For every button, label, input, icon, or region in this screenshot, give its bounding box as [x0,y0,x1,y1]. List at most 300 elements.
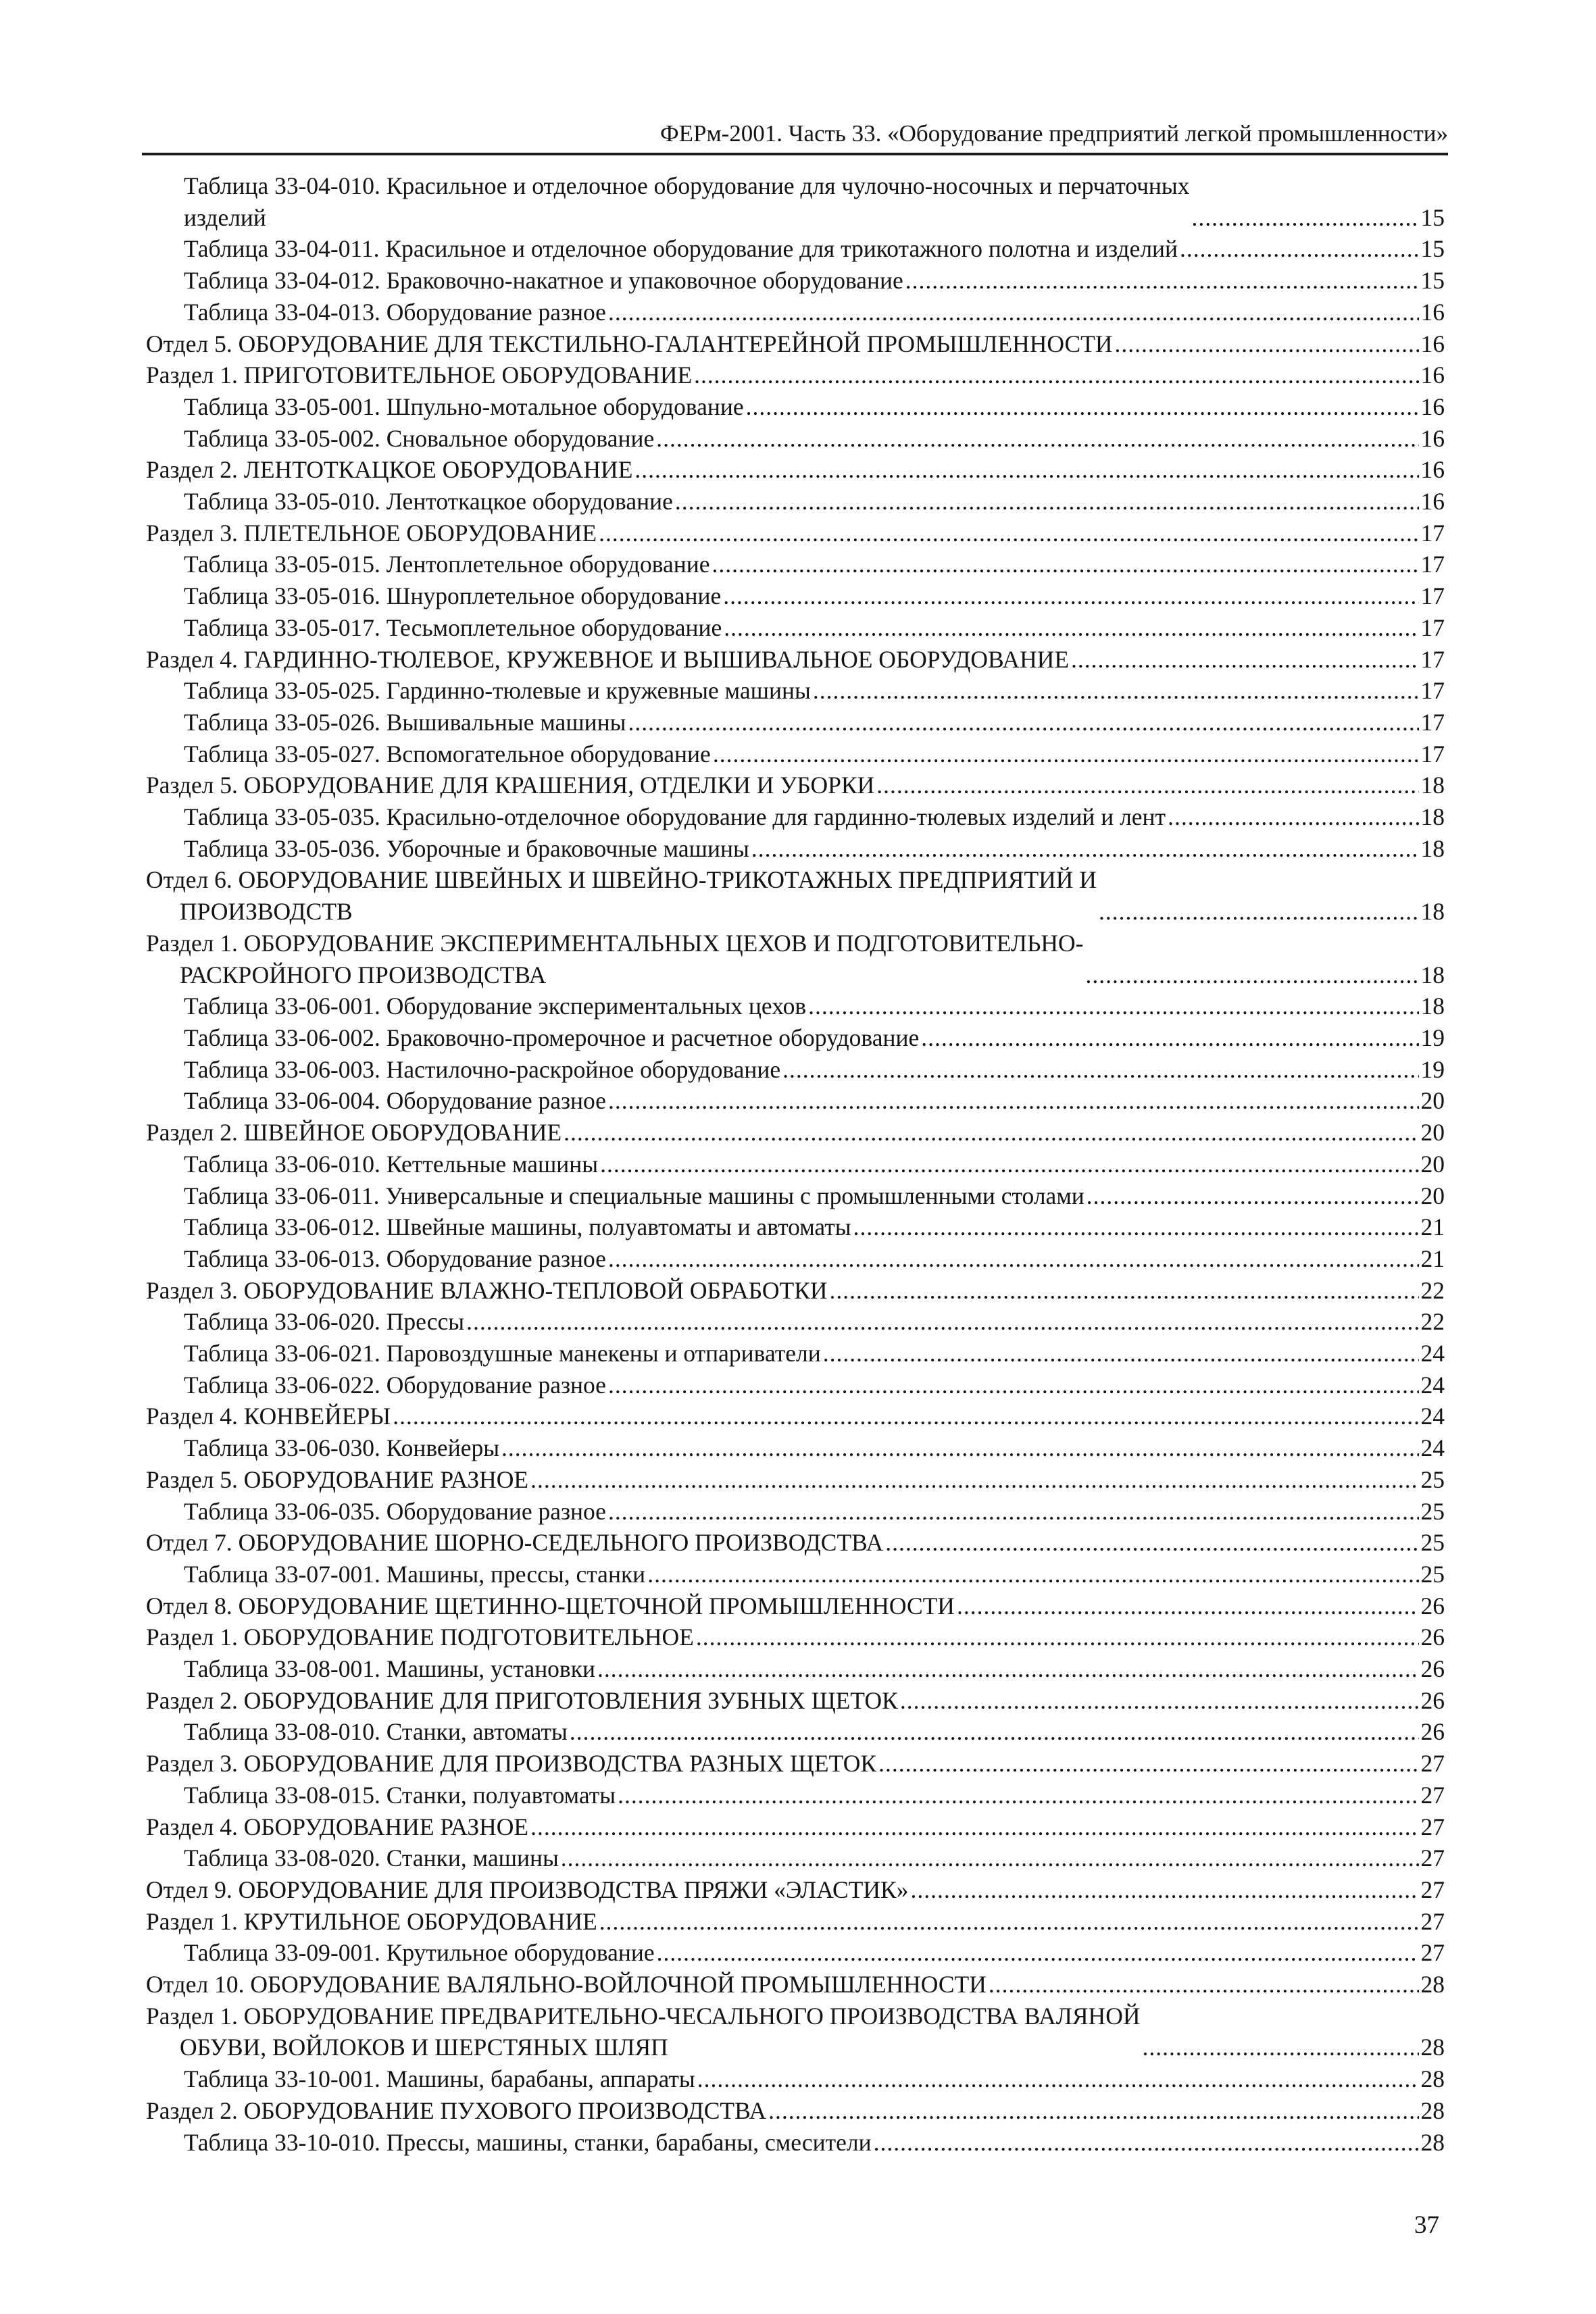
toc-page-number: 17 [1420,519,1445,547]
toc-dot-leader [885,1527,1418,1559]
toc-dot-leader [600,1149,1418,1180]
toc-page-number: 28 [1420,2096,1445,2124]
toc-table-entry [146,1211,1445,1243]
toc-entry-title-line: Раздел 4. ОБОРУДОВАНИЕ РАЗНОЕ [146,1813,529,1840]
toc-entry-title-line: ПРОИЗВОДСТВ [180,898,353,926]
toc-entry-title-line: Таблица 33-05-010. Лентоткацкое оборудование [184,488,673,515]
toc-table-entry [146,1243,1445,1275]
toc-entry-title-line: изделий [184,203,266,231]
toc-table-entry [146,612,1445,644]
toc-entry-title [184,1054,780,1086]
toc-dot-leader [561,1842,1419,1874]
toc-dot-leader [1099,896,1419,928]
toc-section-entry [146,1685,1445,1717]
toc-table-entry [146,423,1445,455]
toc-page-number: 18 [1420,898,1445,926]
toc-dot-leader [1085,959,1418,991]
toc-dot-leader [723,580,1418,612]
toc-page-number: 20 [1420,1119,1445,1147]
toc-entry-title-line: Таблица 33-05-025. Гардинно-тюлевые и кружевные машины [184,677,811,705]
toc-table-entry [146,1780,1445,1811]
toc-page-number: 16 [1420,361,1445,389]
toc-dot-leader [608,297,1419,328]
toc-dot-leader [656,423,1418,455]
toc-entry-title-line: Раздел 3. ПЛЕТЕЛЬНОЕ ОБОРУДОВАНИЕ [146,519,597,547]
toc-entry-title-line: Таблица 33-09-001. Крутильное оборудование [184,1939,655,1967]
toc-table-entry [146,1937,1445,1969]
toc-entry-title [146,864,1097,927]
toc-section-entry [146,928,1445,990]
toc-dot-leader [608,1496,1419,1528]
toc-dot-leader [530,1464,1418,1496]
toc-dot-leader [1115,328,1419,360]
toc-section-entry [146,1275,1445,1307]
toc-entry-title [146,454,632,486]
toc-dot-leader [808,990,1418,1022]
toc-page-number: 24 [1420,1434,1445,1462]
toc-entry-title [184,1559,645,1590]
toc-table-entry [146,1180,1445,1212]
toc-dot-leader [501,1432,1418,1464]
toc-table-entry [146,738,1445,770]
toc-entry-title [146,1464,528,1496]
toc-entry-title-line: Раздел 3. ОБОРУДОВАНИЕ ДЛЯ ПРОИЗВОДСТВА РАЗНЫХ ЩЕТОК [146,1750,877,1778]
toc-dot-leader [608,1085,1419,1117]
toc-dot-leader [618,1780,1418,1811]
toc-entry-title [146,1811,528,1843]
toc-dot-leader [782,1054,1418,1086]
toc-page-number: 24 [1420,1403,1445,1430]
toc-dot-leader [608,1369,1419,1401]
toc-entry-title-line: Отдел 7. ОБОРУДОВАНИЕ ШОРНО-СЕДЕЛЬНОГО ПРОИЗВОДСТВА [146,1529,884,1557]
toc-table-entry [146,1369,1445,1401]
toc-table-entry [146,580,1445,612]
toc-page-number: 27 [1420,1907,1445,1935]
toc-section-entry [146,1811,1445,1843]
toc-entry-title [184,1243,606,1275]
toc-table-entry [146,1716,1445,1748]
toc-entry-title [184,612,722,644]
toc-entry-title-line: Таблица 33-06-013. Оборудование разное [184,1244,606,1272]
toc-page-number: 25 [1420,1497,1445,1525]
toc-entry-title [184,1085,606,1117]
toc-entry-title-line: Таблица 33-06-020. Прессы [184,1308,465,1336]
toc-entry-title-line: Таблица 33-08-020. Станки, машины [184,1844,559,1872]
toc-section-entry [146,1748,1445,1780]
toc-entry-title [146,1748,876,1780]
toc-dot-leader [921,1022,1418,1054]
toc-table-entry [146,1085,1445,1117]
toc-section-entry [146,518,1445,549]
toc-entry-title [146,359,692,391]
toc-entry-title [184,1338,821,1369]
toc-entry-title [146,1590,955,1622]
toc-page-number: 18 [1420,992,1445,1020]
toc-section-entry [146,644,1445,676]
toc-section-entry [146,1401,1445,1432]
toc-entry-title-line: Раздел 1. ПРИГОТОВИТЕЛЬНОЕ ОБОРУДОВАНИЕ [146,361,693,389]
toc-table-entry [146,391,1445,423]
toc-page-number: 17 [1420,677,1445,705]
toc-page-number: 26 [1420,1655,1445,1683]
toc-entry-title [146,328,1113,360]
toc-entry-title [184,1022,919,1054]
toc-table-entry [146,549,1445,580]
toc-entry-title-line: Таблица 33-06-002. Браковочно-промерочное и расчетное оборудование [184,1024,920,1051]
toc-section-entry [146,1590,1445,1622]
toc-entry-title-line: Таблица 33-05-026. Вышивальные машины [184,708,626,736]
toc-table-entry [146,170,1445,233]
toc-page-number: 16 [1420,456,1445,484]
toc-section-entry [146,2095,1445,2127]
toc-entry-title [184,1211,851,1243]
toc-page-number: 26 [1420,1686,1445,1714]
toc-section-entry [146,1906,1445,1938]
toc-dot-leader [1180,233,1418,265]
toc-entry-title-line: Таблица 33-05-027. Вспомогательное оборудование [184,740,711,768]
toc-dot-leader [830,1275,1419,1307]
toc-page-number: 20 [1420,1182,1445,1209]
page-number: 37 [1414,2211,1439,2239]
toc-page-number: 22 [1420,1308,1445,1336]
toc-entry-title-line: Раздел 2. ОБОРУДОВАНИЕ ПУХОВОГО ПРОИЗВОДСТВА [146,2096,767,2124]
toc-dot-leader [570,1716,1419,1748]
toc-dot-leader [878,1748,1418,1780]
toc-page-number: 25 [1420,1560,1445,1588]
toc-dot-leader [905,265,1419,297]
toc-page-number: 25 [1420,1465,1445,1493]
toc-table-entry [146,2063,1445,2095]
toc-page-number: 17 [1420,645,1445,673]
toc-table-entry [146,1496,1445,1528]
toc-page-number: 18 [1420,772,1445,799]
toc-entry-title [184,990,806,1022]
toc-page-number: 27 [1420,1781,1445,1809]
toc-entry-title-line: ОБУВИ, ВОЙЛОКОВ И ШЕРСТЯНЫХ ШЛЯП [180,2034,668,2061]
toc-dot-leader [746,391,1419,423]
toc-entry-title-line: Отдел 8. ОБОРУДОВАНИЕ ЩЕТИННО-ЩЕТОЧНОЙ ПРОМЫШЛЕННОСТИ [146,1592,955,1619]
toc-entry-title [184,1653,595,1685]
toc-section-entry [146,864,1445,927]
toc-section-entry [146,1621,1445,1653]
toc-entry-title-line: Таблица 33-04-013. Оборудование разное [184,298,606,326]
toc-dot-leader [724,612,1418,644]
toc-entry-title-line: Таблица 33-05-001. Шпульно-мотальное оборудование [184,393,744,420]
toc-table-entry [146,801,1445,833]
toc-entry-title-line: Таблица 33-05-002. Сновальное оборудование [184,424,655,452]
toc-entry-title [146,1275,828,1307]
toc-page-number: 17 [1420,740,1445,768]
toc-dot-leader [697,2063,1419,2095]
toc-dot-leader [813,675,1419,707]
toc-page-number: 16 [1420,393,1445,420]
toc-entry-title-line: Раздел 4. КОНВЕЙЕРЫ [146,1403,391,1430]
toc-section-entry [146,1117,1445,1149]
toc-page-number: 16 [1420,298,1445,326]
toc-page-number: 18 [1420,834,1445,862]
toc-table-entry [146,2127,1445,2159]
toc-entry-title [184,833,749,865]
toc-entry-title-line: Таблица 33-08-001. Машины, установки [184,1655,595,1683]
toc-section-entry [146,1464,1445,1496]
toc-entry-title-line: Таблица 33-10-010. Прессы, машины, станки, барабаны, смесители [184,2128,872,2156]
toc-section-entry [146,2001,1445,2063]
toc-dot-leader [608,1243,1419,1275]
toc-entry-title-line: Таблица 33-10-001. Машины, барабаны, аппараты [184,2065,695,2093]
toc-page-number: 18 [1420,961,1445,988]
toc-dot-leader [694,359,1418,391]
toc-table-entry [146,1432,1445,1464]
toc-dot-leader [393,1401,1418,1432]
toc-dot-leader [599,1906,1419,1938]
toc-page-number: 17 [1420,582,1445,610]
toc-entry-title [184,2063,695,2095]
toc-dot-leader [1087,1180,1419,1212]
toc-dot-leader [989,1969,1419,2001]
toc-entry-title-line: Раздел 5. ОБОРУДОВАНИЕ ДЛЯ КРАШЕНИЯ, ОТДЕЛКИ И УБОРКИ [146,772,875,799]
toc-page-number: 27 [1420,1844,1445,1872]
toc-entry-title-line: Таблица 33-05-017. Тесьмоплетельное оборудование [184,613,722,641]
toc-entry-title-line: Раздел 1. КРУТИЛЬНОЕ ОБОРУДОВАНИЕ [146,1907,597,1935]
toc-entry-title [146,1621,694,1653]
toc-entry-title-line: Таблица 33-05-015. Лентоплетельное оборудование [184,551,710,578]
toc-table-entry [146,486,1445,518]
toc-page-number: 22 [1420,1276,1445,1304]
toc-entry-title [184,1496,606,1528]
toc-table-entry [146,833,1445,865]
toc-dot-leader [751,833,1419,865]
toc-entry-title-line: Отдел 6. ОБОРУДОВАНИЕ ШВЕЙНЫХ И ШВЕЙНО-ТРИКОТАЖНЫХ ПРЕДПРИЯТИЙ И [146,866,1097,894]
toc-dot-leader [466,1306,1418,1338]
toc-page-number: 15 [1420,267,1445,295]
toc-entry-title [184,1369,606,1401]
toc-entry-title [184,549,710,580]
toc-entry-title-line: Таблица 33-06-011. Универсальные и специальные машины с промышленными столами [184,1182,1084,1209]
toc-entry-title-line: Раздел 5. ОБОРУДОВАНИЕ РАЗНОЕ [146,1465,529,1493]
toc-entry-title [184,170,1190,233]
toc-entry-title-line: Раздел 1. ОБОРУДОВАНИЕ ПОДГОТОВИТЕЛЬНОЕ [146,1624,694,1651]
header-divider [142,153,1448,155]
toc-entry-title [184,2127,872,2159]
running-header: ФЕРм-2001. Часть 33. «Оборудование предприятий легкой промышленности» [659,120,1448,147]
toc-dot-leader [657,1937,1419,1969]
toc-dot-leader [675,486,1419,518]
toc-table-entry [146,265,1445,297]
toc-entry-title-line: Таблица 33-06-004. Оборудование разное [184,1087,606,1115]
toc-section-entry [146,1527,1445,1559]
toc-page-number: 21 [1420,1244,1445,1272]
toc-entry-title [184,580,721,612]
toc-entry-title-line: Таблица 33-06-010. Кеттельные машины [184,1150,599,1178]
toc-entry-title-line: Таблица 33-04-011. Красильное и отделочное оборудование для трикотажного полотна и изделий [184,235,1178,263]
toc-dot-leader [712,549,1419,580]
toc-entry-title [146,1401,391,1432]
toc-entry-title-line: Таблица 33-08-015. Станки, полуавтоматы [184,1781,616,1809]
toc-table-entry [146,990,1445,1022]
toc-dot-leader [647,1559,1418,1590]
toc-entry-title [184,1842,559,1874]
toc-section-entry [146,1874,1445,1906]
toc-dot-leader [876,770,1418,801]
toc-entry-title-line: Таблица 33-07-001. Машины, прессы, станки [184,1560,646,1588]
toc-page-number: 17 [1420,708,1445,736]
toc-entry-title [184,738,711,770]
toc-entry-title-line: Таблица 33-08-010. Станки, автоматы [184,1718,568,1746]
toc-page-number: 26 [1420,1624,1445,1651]
toc-table-entry [146,1022,1445,1054]
toc-page-number: 25 [1420,1529,1445,1557]
toc-page-number: 27 [1420,1750,1445,1778]
toc-page-number: 16 [1420,424,1445,452]
toc-table-entry [146,1653,1445,1685]
toc-entry-title-line: Раздел 2. ЛЕНТОТКАЦКОЕ ОБОРУДОВАНИЕ [146,456,633,484]
toc-entry-title [146,928,1083,990]
toc-page-number: 18 [1420,803,1445,831]
toc-entry-title [184,233,1178,265]
toc-entry-title [184,1180,1084,1212]
toc-table-entry [146,233,1445,265]
toc-dot-leader [910,1874,1418,1906]
toc-entry-title-line: Таблица 33-06-012. Швейные машины, полуавтоматы и автоматы [184,1213,851,1241]
toc-dot-leader [713,738,1419,770]
toc-table-entry [146,675,1445,707]
toc-entry-title-line: Таблица 33-06-001. Оборудование экспериментальных цехов [184,992,807,1020]
toc-entry-title [184,297,606,328]
toc-entry-title-line: Таблица 33-06-030. Конвейеры [184,1434,500,1462]
toc-entry-title [184,1306,464,1338]
toc-table-entry [146,707,1445,738]
toc-dot-leader [823,1338,1419,1369]
toc-page-number: 19 [1420,1024,1445,1051]
toc-entry-title [184,801,1166,833]
toc-dot-leader [564,1117,1418,1149]
toc-table-entry [146,1338,1445,1369]
toc-page-number: 28 [1420,1971,1445,1998]
toc-entry-title-line: Отдел 9. ОБОРУДОВАНИЕ ДЛЯ ПРОИЗВОДСТВА ПРЯЖИ «ЭЛАСТИК» [146,1876,909,1903]
toc-dot-leader [853,1211,1419,1243]
toc-page-number: 20 [1420,1150,1445,1178]
toc-page-number: 27 [1420,1939,1445,1967]
toc-entry-title-line: Таблица 33-05-016. Шнуроплетельное оборудование [184,582,722,610]
toc-section-entry [146,454,1445,486]
toc-page-number: 27 [1420,1813,1445,1840]
toc-entry-title-line: Таблица 33-06-003. Настилочно-раскройное оборудование [184,1055,781,1083]
toc-page-number: 24 [1420,1371,1445,1399]
toc-page-number: 24 [1420,1340,1445,1367]
toc-entry-title [146,1117,562,1149]
toc-entry-title [184,1716,568,1748]
toc-entry-title [146,1969,987,2001]
toc-entry-title-line: Отдел 10. ОБОРУДОВАНИЕ ВАЛЯЛЬНО-ВОЙЛОЧНОЙ ПРОМЫШЛЕННОСТИ [146,1971,987,1998]
toc-entry-title [184,486,673,518]
toc-entry-title-line: Раздел 1. ОБОРУДОВАНИЕ ПРЕДВАРИТЕЛЬНО-ЧЕСАЛЬНОГО ПРОИЗВОДСТВА ВАЛЯНОЙ [146,2002,1141,2030]
toc-page-number: 15 [1420,235,1445,263]
toc-dot-leader [1192,202,1419,234]
toc-entry-title-line: Таблица 33-05-036. Уборочные и браковочные машины [184,834,749,862]
toc-entry-title-line: Таблица 33-04-012. Браковочно-накатное и упаковочное оборудование [184,267,903,295]
toc-entry-title-line: Таблица 33-04-010. Красильное и отделочное оборудование для чулочно-носочных и перчаточных [184,172,1190,199]
toc-entry-title-line: Раздел 4. ГАРДИННО-ТЮЛЕВОЕ, КРУЖЕВНОЕ И ВЫШИВАЛЬНОЕ ОБОРУДОВАНИЕ [146,645,1070,673]
toc-entry-title-line: Раздел 2. ШВЕЙНОЕ ОБОРУДОВАНИЕ [146,1119,562,1147]
toc-page-number: 17 [1420,551,1445,578]
toc-entry-title [146,1527,883,1559]
toc-section-entry [146,1969,1445,2001]
toc-entry-title [184,391,744,423]
toc-page-number: 28 [1420,2034,1445,2061]
toc-dot-leader [768,2095,1418,2127]
toc-page-number: 19 [1420,1055,1445,1083]
toc-entry-title [146,644,1069,676]
toc-table-entry [146,1559,1445,1590]
toc-page-number: 27 [1420,1876,1445,1903]
toc-dot-leader [957,1590,1419,1622]
toc-dot-leader [1071,644,1418,676]
toc-entry-title [184,423,654,455]
toc-page-number: 21 [1420,1213,1445,1241]
toc-entry-title [184,1149,598,1180]
toc-page-number: 17 [1420,613,1445,641]
table-of-contents [146,170,1445,2158]
toc-entry-title [184,707,626,738]
toc-page-number: 20 [1420,1087,1445,1115]
toc-table-entry [146,297,1445,328]
toc-entry-title-line: Отдел 5. ОБОРУДОВАНИЕ ДЛЯ ТЕКСТИЛЬНО-ГАЛАНТЕРЕЙНОЙ ПРОМЫШЛЕННОСТИ [146,330,1113,357]
toc-table-entry [146,1054,1445,1086]
toc-page-number: 16 [1420,330,1445,357]
toc-dot-leader [1142,2032,1418,2063]
toc-page-number: 26 [1420,1592,1445,1619]
toc-entry-title-line: Таблица 33-06-022. Оборудование разное [184,1371,606,1399]
toc-dot-leader [696,1621,1419,1653]
toc-dot-leader [599,518,1418,549]
toc-section-entry [146,770,1445,801]
toc-entry-title-line: Таблица 33-06-035. Оборудование разное [184,1497,606,1525]
toc-entry-title [146,2095,766,2127]
toc-entry-title-line: РАСКРОЙНОГО ПРОИЗВОДСТВА [180,961,547,988]
toc-table-entry [146,1842,1445,1874]
toc-entry-title-line: Раздел 2. ОБОРУДОВАНИЕ ДЛЯ ПРИГОТОВЛЕНИЯ ЗУБНЫХ ЩЕТОК [146,1686,898,1714]
toc-dot-leader [530,1811,1418,1843]
toc-entry-title [146,1874,908,1906]
toc-table-entry [146,1306,1445,1338]
toc-page-number: 28 [1420,2128,1445,2156]
toc-dot-leader [1168,801,1418,833]
toc-dot-leader [628,707,1419,738]
toc-page-number: 28 [1420,2065,1445,2093]
toc-entry-title [146,1906,597,1938]
toc-dot-leader [634,454,1418,486]
toc-entry-title [184,1780,616,1811]
toc-entry-title-line: Раздел 3. ОБОРУДОВАНИЕ ВЛАЖНО-ТЕПЛОВОЙ ОБРАБОТКИ [146,1276,828,1304]
toc-section-entry [146,328,1445,360]
toc-entry-title [184,1937,655,1969]
toc-entry-title [146,770,874,801]
toc-dot-leader [874,2127,1419,2159]
toc-page-number: 26 [1420,1718,1445,1746]
toc-dot-leader [597,1653,1419,1685]
toc-entry-title-line: Таблица 33-06-021. Паровоздушные манекены и отпариватели [184,1340,821,1367]
toc-entry-title [146,518,597,549]
toc-entry-title-line: Таблица 33-05-035. Красильно-отделочное оборудование для гардинно-тюлевых изделий и лент [184,803,1166,831]
toc-entry-title [184,265,903,297]
toc-entry-title [146,1685,898,1717]
toc-entry-title [184,1432,499,1464]
toc-table-entry [146,1149,1445,1180]
toc-section-entry [146,359,1445,391]
toc-page-number: 16 [1420,488,1445,515]
toc-entry-title [146,2001,1140,2063]
toc-entry-title [184,675,811,707]
